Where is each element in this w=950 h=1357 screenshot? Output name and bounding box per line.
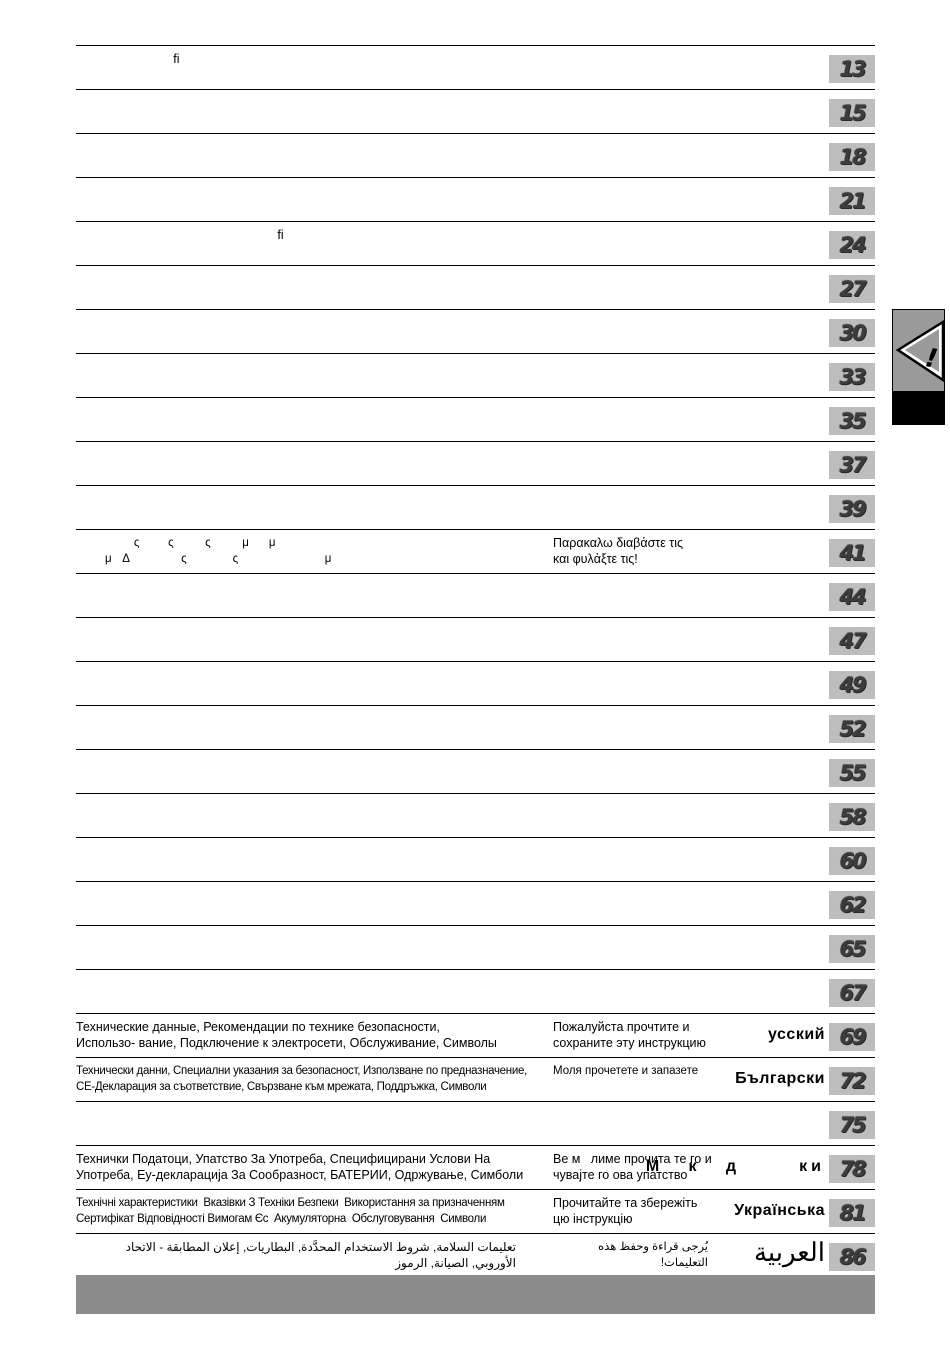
- toc-description: Технічні характеристики Вказівки З Техніки Безпеки Використання за призначенням Сертифікат Відповідності Вимогам Єс Акумуляторна Обслуговування Символи: [76, 1197, 505, 1225]
- toc-description: Технические данные, Рекомендации по технике безопасности, Использо- вание, Подключение к электросети, Обслуживание, Символы: [76, 1020, 497, 1050]
- toc-read-note: Παρακαλω διαβἀστε τις και φυλἀξτε τις!: [553, 536, 684, 566]
- page-number-badge[interactable]: 69: [829, 1023, 875, 1051]
- toc-row[interactable]: [76, 1146, 875, 1190]
- toc-row[interactable]: [76, 46, 875, 90]
- toc-read-note: Ве м лиме прочита те го и чувајте го ова упатство: [553, 1152, 712, 1182]
- page-number-badge[interactable]: 41: [829, 539, 875, 567]
- toc-language-name: Українська: [734, 1202, 825, 1219]
- page-number-badge[interactable]: 67: [829, 979, 875, 1007]
- toc-row[interactable]: [76, 970, 875, 1014]
- page-number-badge[interactable]: 55: [829, 759, 875, 787]
- page-number-badge[interactable]: 35: [829, 407, 875, 435]
- page-number-badge[interactable]: 15: [829, 99, 875, 127]
- page-number-badge[interactable]: 72: [829, 1067, 875, 1095]
- page-number-badge[interactable]: 65: [829, 935, 875, 963]
- warning-tab: [892, 309, 945, 425]
- page-number-badge[interactable]: 39: [829, 495, 875, 523]
- toc-row[interactable]: [76, 574, 875, 618]
- toc-language-name: Български: [735, 1070, 825, 1087]
- toc-row[interactable]: [76, 926, 875, 970]
- toc-row[interactable]: [76, 134, 875, 178]
- toc-row[interactable]: [76, 530, 875, 574]
- warning-icon: [893, 310, 946, 394]
- toc-row[interactable]: [76, 266, 875, 310]
- page-number-badge[interactable]: 47: [829, 627, 875, 655]
- toc-read-note: يُرجى قراءة وحفظ هذه التعليمات!: [598, 1241, 708, 1269]
- page-number-badge[interactable]: 27: [829, 275, 875, 303]
- toc-row[interactable]: [76, 794, 875, 838]
- page-number-badge[interactable]: 13: [829, 55, 875, 83]
- toc-description: ς ς ς μ μ μ Δ ς ς μ: [104, 537, 332, 565]
- svg-text:!: !: [922, 343, 940, 375]
- toc-row[interactable]: [76, 354, 875, 398]
- toc-row[interactable]: [76, 486, 875, 530]
- toc-row[interactable]: [76, 618, 875, 662]
- footer-bar: [76, 1275, 875, 1314]
- page-number-badge[interactable]: 30: [829, 319, 875, 347]
- page-number-badge[interactable]: 86: [829, 1243, 875, 1271]
- toc-row[interactable]: [76, 310, 875, 354]
- toc-row[interactable]: [76, 882, 875, 926]
- toc-description: ﬁ: [76, 228, 284, 242]
- toc-row[interactable]: [76, 838, 875, 882]
- page-number-badge[interactable]: 21: [829, 187, 875, 215]
- toc-row[interactable]: [76, 178, 875, 222]
- toc-description: تعليمات السلامة, شروط الاستخدام المحدَّدة, البطاريات, إعلان المطابقة - الاتحاد الأوروبي, الصيانة, الرموز: [125, 1240, 516, 1270]
- toc-language-name: العربية: [753, 1238, 825, 1268]
- toc-row[interactable]: [76, 750, 875, 794]
- toc-row[interactable]: [76, 1102, 875, 1146]
- page-number-badge[interactable]: 78: [829, 1155, 875, 1183]
- toc-description: ﬁ: [76, 52, 180, 66]
- page-number-badge[interactable]: 33: [829, 363, 875, 391]
- toc-row[interactable]: [76, 222, 875, 266]
- warning-tab-bottom: [893, 391, 944, 424]
- page-number-badge[interactable]: 18: [829, 143, 875, 171]
- page-number-badge[interactable]: 44: [829, 583, 875, 611]
- toc-read-note: Прочитайте та збережіть цю інструкцію: [553, 1196, 698, 1226]
- toc-row[interactable]: [76, 1234, 875, 1278]
- page-number-badge[interactable]: 75: [829, 1111, 875, 1139]
- toc-row[interactable]: [76, 1190, 875, 1234]
- page-number-badge[interactable]: 60: [829, 847, 875, 875]
- page-number-badge[interactable]: 52: [829, 715, 875, 743]
- toc-row[interactable]: [76, 442, 875, 486]
- toc-read-note: Моля прочетете и запазете: [553, 1065, 699, 1077]
- toc-language-name: усский: [768, 1026, 825, 1043]
- toc-row[interactable]: [76, 706, 875, 750]
- page-number-badge[interactable]: 49: [829, 671, 875, 699]
- page-number-badge[interactable]: 24: [829, 231, 875, 259]
- toc-read-note: Пожалуйста прочтите и сохраните эту инструкцию: [553, 1020, 706, 1050]
- page-number-badge[interactable]: 62: [829, 891, 875, 919]
- toc-row[interactable]: [76, 1014, 875, 1058]
- page-number-badge[interactable]: 58: [829, 803, 875, 831]
- toc-description: Технически данни, Специални указания за безопасност, Използване по предназначение, CE-Декларация за съответствие, Свързване към мрежата, Поддръжка, Символи: [76, 1065, 527, 1093]
- page-number-badge[interactable]: 37: [829, 451, 875, 479]
- toc-description: Технички Податоци, Упатство За Употреба, Специфицирани Услови На Употреба, Еу-декларација За Сообразност, БАТЕРИИ, Одржување, Симболи: [76, 1152, 524, 1182]
- page-number-badge[interactable]: 81: [829, 1199, 875, 1227]
- toc-row[interactable]: [76, 398, 875, 442]
- toc-language-name: М к д ки: [645, 1158, 825, 1175]
- toc-row[interactable]: [76, 662, 875, 706]
- toc-row[interactable]: [76, 1058, 875, 1102]
- toc-row[interactable]: [76, 90, 875, 134]
- table-of-contents: [76, 45, 875, 1278]
